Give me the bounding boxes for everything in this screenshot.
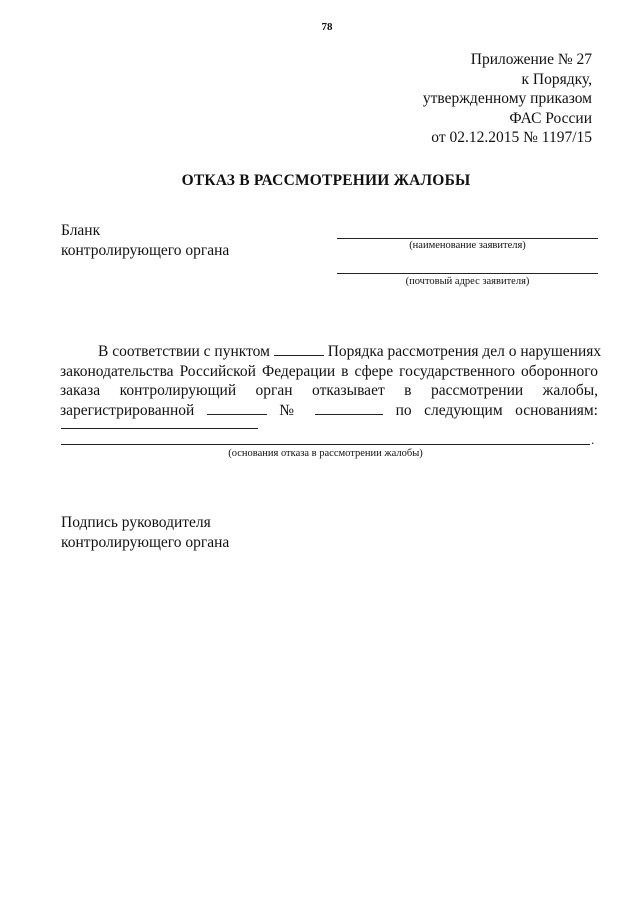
- letterhead-line-2: контролирующего органа: [61, 241, 230, 259]
- letterhead-line-1: Бланк: [61, 222, 101, 239]
- refusal-body: [60, 342, 602, 420]
- appendix-header: [423, 50, 592, 148]
- appendix-approved: утвержденному приказом: [422, 90, 592, 107]
- body-line-3: заказа контролирующий орган отказывает в рассмотрении жалобы,: [60, 382, 598, 400]
- signature-line-1: Подпись руководителя: [61, 514, 211, 531]
- body-line-1-start: В соответствии с пунктом: [98, 343, 270, 360]
- authority-letterhead: [61, 221, 229, 260]
- appendix-number: Приложение № 27: [470, 51, 592, 68]
- signature-block: [61, 513, 229, 552]
- applicant-name-line: [337, 238, 598, 239]
- signature-line-2: контролирующего органа: [61, 533, 230, 551]
- body-line-1-end: Порядка рассмотрения дел о нарушениях: [327, 343, 602, 360]
- body-line-2: законодательства Российской Федерации в сфере государственного оборонного: [60, 362, 598, 380]
- appendix-reference: к Порядку,: [521, 70, 592, 88]
- number-sign: №: [279, 401, 303, 419]
- body-line-1: [60, 342, 602, 362]
- grounds-end-mark: .: [591, 432, 595, 447]
- body-line-4: [60, 401, 598, 421]
- document-title: ОТКАЗ В РАССМОТРЕНИИ ЖАЛОБЫ: [181, 172, 471, 189]
- applicant-address-line: [337, 273, 598, 274]
- appendix-order-date: от 02.12.2015 № 1197/15: [431, 129, 592, 146]
- page-number: 78: [321, 21, 333, 33]
- grounds-caption: (основания отказа в рассмотрении жалобы): [228, 448, 423, 459]
- grounds-line-2: [61, 444, 590, 445]
- registration-date-blank: [207, 402, 267, 415]
- applicant-name-caption: (наименование заявителя): [409, 240, 526, 251]
- grounds-line-1: [61, 428, 258, 429]
- grounds-intro: по следующим основаниям:: [395, 401, 598, 419]
- applicant-address-caption: (почтовый адрес заявителя): [405, 276, 530, 287]
- registered-label: зарегистрированной: [60, 401, 195, 419]
- registration-number-blank: [315, 402, 383, 415]
- appendix-authority: ФАС России: [509, 109, 592, 127]
- clause-number-blank: [274, 343, 324, 356]
